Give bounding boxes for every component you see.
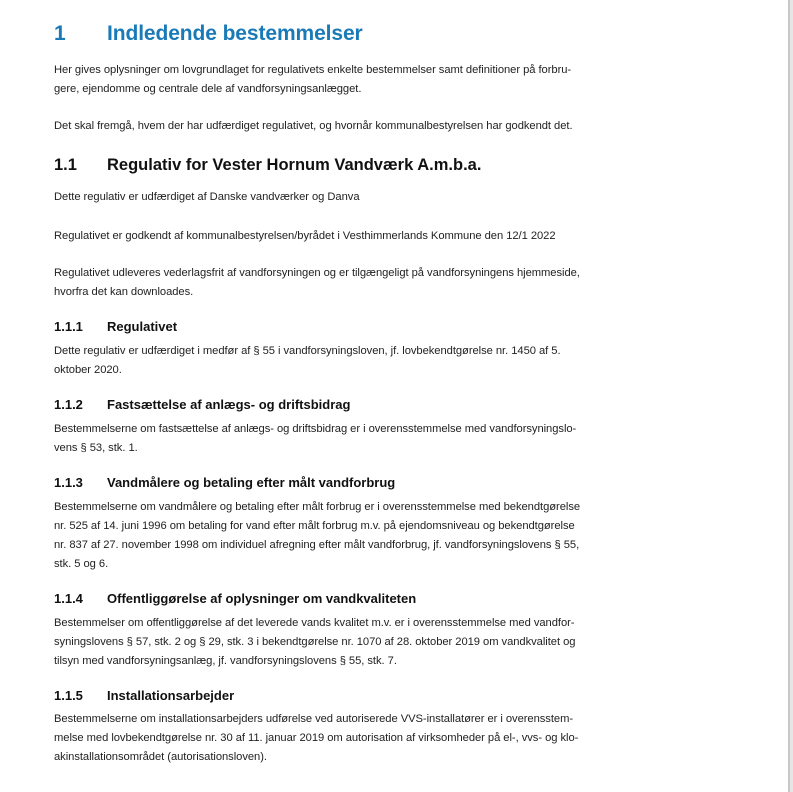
- intro-paragraph: [54, 61, 654, 99]
- text-line: Her gives oplysninger om lovgrundlaget for regulativets enkelte bestemmelser samt definitioner på forbru-: [54, 64, 572, 76]
- text-line: syningslovens § 57, stk. 2 og § 29, stk. 3 i bekendtgørelse nr. 1070 af 28. oktober 2019 om vandkvalitet og: [54, 636, 576, 648]
- text-line: vens § 53, stk. 1.: [54, 442, 138, 454]
- subsection-paragraph: [54, 342, 654, 380]
- text-line: Dette regulativ er udfærdiget i medfør af § 55 i vandforsyningsloven, jf. lovbekendtgørelse nr. 1450 af 5.: [54, 345, 561, 357]
- subsection-paragraph: [54, 614, 654, 671]
- heading-3-number: 1.1.4: [54, 591, 83, 606]
- heading-3-title: Offentliggørelse af oplysninger om vandkvaliteten: [107, 591, 417, 606]
- text-line: nr. 525 af 14. juni 1996 om betaling for vand efter målt forbrug m.v. på ejendomsniveau og bekendtgørelse: [54, 520, 575, 532]
- text-line: tilsyn med vandforsyningsanlæg, jf. vandforsyningslovens § 55, stk. 7.: [54, 655, 397, 667]
- author-paragraph: [54, 188, 654, 207]
- distribution-paragraph: [54, 264, 654, 302]
- text-line: nr. 837 af 27. november 1998 om individuel afregning efter målt vandforbrug, jf. vandforsyningslovens § 55,: [54, 539, 580, 551]
- subsection-paragraph: [54, 498, 654, 574]
- subsection-paragraph: [54, 420, 654, 458]
- heading-3-title: Regulativet: [107, 319, 178, 334]
- text-line: Regulativet er godkendt af kommunalbestyrelsen/byrådet i Vesthimmerlands Kommune den 12/1 2022: [54, 230, 556, 242]
- text-line: stk. 5 og 6.: [54, 558, 109, 570]
- heading-3-number: 1.1.1: [54, 319, 83, 334]
- text-line: Bestemmelserne om installationsarbejders udførelse ved autoriserede VVS-installatører er i overensstem-: [54, 713, 574, 725]
- text-line: melse med lovbekendtgørelse nr. 30 af 11. januar 2019 om autorisation af virksomheder på el-, vvs- og klo-: [54, 732, 579, 744]
- heading-3-title: Installationsarbejder: [107, 688, 235, 703]
- heading-3-number: 1.1.5: [54, 688, 83, 703]
- approval-paragraph: [54, 227, 654, 246]
- heading-3-number: 1.1.3: [54, 475, 83, 490]
- text-line: oktober 2020.: [54, 364, 122, 376]
- heading-3-number: 1.1.2: [54, 397, 83, 412]
- text-line: Bestemmelser om offentliggørelse af det leverede vands kvalitet m.v. er i overensstemmelse med vandfor-: [54, 617, 575, 629]
- heading-2-title: Regulativ for Vester Hornum Vandværk A.m.b.a.: [107, 156, 482, 174]
- heading-1-title: Indledende bestemmelser: [107, 22, 363, 45]
- text-line: Bestemmelserne om vandmålere og betaling efter målt forbrug er i overensstemmelse med bekendtgørelse: [54, 501, 581, 513]
- text-line: Dette regulativ er udfærdiget af Danske vandværker og Danva: [54, 191, 360, 203]
- text-line: Det skal fremgå, hvem der har udfærdiget regulativet, og hvornår kommunalbestyrelsen har godkendt det.: [54, 120, 573, 132]
- heading-3-title: Fastsættelse af anlægs- og driftsbidrag: [107, 397, 351, 412]
- text-line: Bestemmelserne om fastsættelse af anlægs- og driftsbidrag er i overensstemmelse med vandforsyningslo-: [54, 423, 577, 435]
- heading-3-title: Vandmålere og betaling efter målt vandforbrug: [107, 475, 396, 490]
- text-line: akinstallationsområdet (autorisationsloven).: [54, 751, 267, 763]
- subsection-paragraph: [54, 710, 654, 767]
- heading-1-number: 1: [54, 22, 66, 45]
- text-line: hvorfra det kan downloades.: [54, 286, 194, 298]
- text-line: Regulativet udleveres vederlagsfrit af vandforsyningen og er tilgængeligt på vandforsyningens hjemmeside,: [54, 267, 580, 279]
- heading-2-number: 1.1: [54, 156, 77, 174]
- responsibility-paragraph: [54, 117, 654, 136]
- text-line: gere, ejendomme og centrale dele af vandforsyningsanlægget.: [54, 83, 362, 95]
